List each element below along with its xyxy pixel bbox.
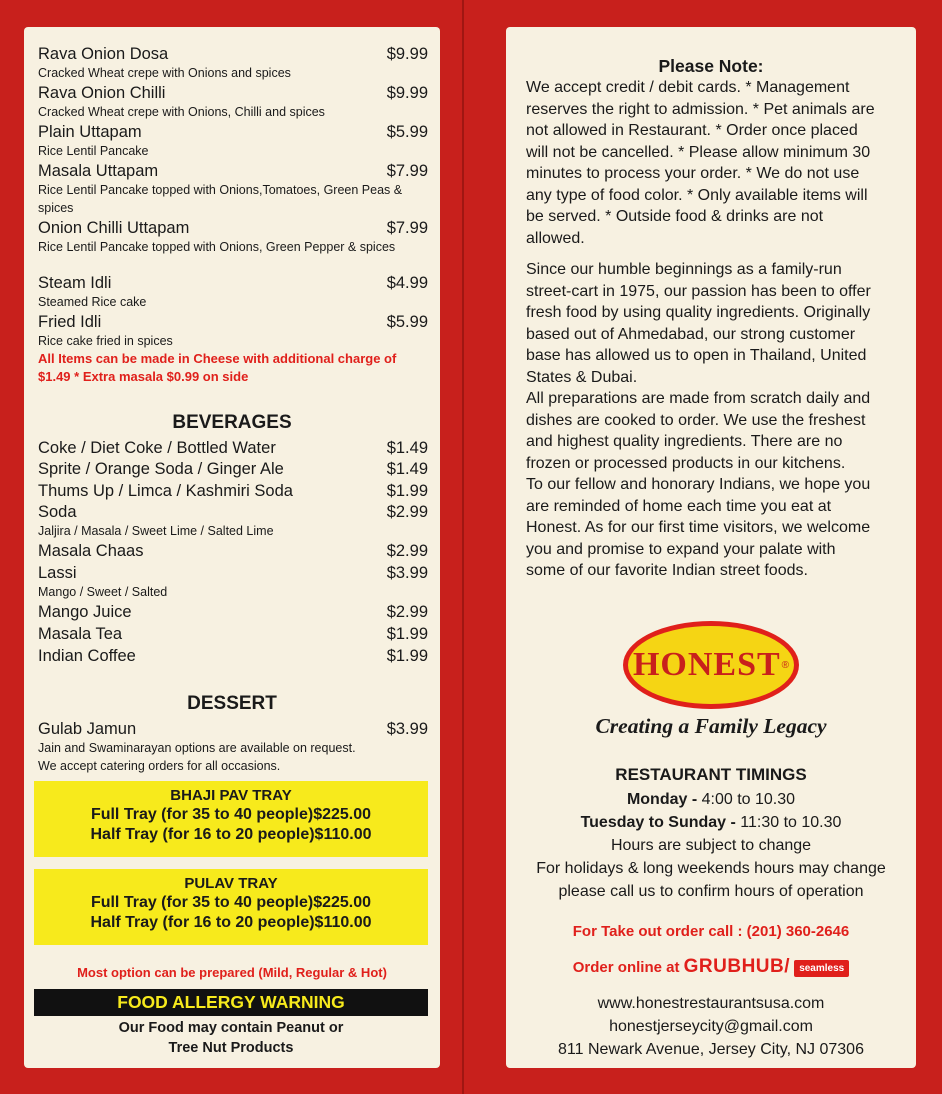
menu-item xyxy=(38,313,428,350)
day-label: Monday - xyxy=(626,791,698,808)
tray-full: Full Tray (for 35 to 40 people)$225.00 xyxy=(90,894,372,911)
text-line: any type of food color. * Only available items will xyxy=(526,186,868,204)
item-name: Masala Uttapam xyxy=(38,162,159,180)
text-line: be served. * Outside food & drinks are not xyxy=(526,208,824,225)
item-name: Steam Idli xyxy=(38,274,112,292)
menu-item xyxy=(38,84,428,121)
honest-logo xyxy=(623,621,799,709)
item-name: Sprite / Orange Soda / Ginger Ale xyxy=(38,460,284,478)
allergy-line: Our Food may contain Peanut or xyxy=(118,1020,344,1036)
item-price: $3.99 xyxy=(386,720,428,738)
item-name: Rava Onion Dosa xyxy=(38,45,169,63)
logo-text: HONEST xyxy=(632,646,781,683)
tray-half: Half Tray (for 16 to 20 people)$110.00 xyxy=(90,914,372,931)
text-line: base has allowed us to open in Thailand, United xyxy=(526,347,867,364)
holiday-note-1: For holidays & long weekends hours may change xyxy=(536,860,886,877)
item-price: $1.49 xyxy=(386,439,428,457)
cheese-note: All Items can be made in Cheese with additional charge of $1.49 * Extra masala $0.99 on side xyxy=(38,351,397,384)
info-panel-right xyxy=(506,27,916,1068)
beverage-item xyxy=(38,460,428,479)
lassi-options: Mango / Sweet / Salted xyxy=(38,585,168,599)
tray-title: PULAV TRAY xyxy=(184,875,278,892)
beverage-item xyxy=(38,564,428,583)
holiday-note-2: please call us to confirm hours of operation xyxy=(558,883,864,900)
item-price: $3.99 xyxy=(386,564,428,582)
text-line: reserves the right to admission. * Pet animals are xyxy=(526,100,875,118)
item-name: Rava Onion Chilli xyxy=(38,84,166,102)
beverage-item xyxy=(38,603,428,622)
address: 811 Newark Avenue, Jersey City, NJ 07306 xyxy=(558,1041,864,1058)
slash: / xyxy=(784,956,791,977)
item-price: $1.99 xyxy=(386,647,428,665)
text-line: minutes to process your order. * We do not use xyxy=(526,165,860,182)
item-price: $2.99 xyxy=(386,503,428,521)
text-line: Honest. As for our first time visitors, we welcome xyxy=(526,519,871,536)
bhaji-pav-tray-box xyxy=(34,781,428,857)
text-line: We accept credit / debit cards. * Management xyxy=(526,79,850,96)
text-line: street-cart in 1975, our passion has been to offer xyxy=(526,282,871,300)
text-line: not allowed in Restaurant. * Order once placed xyxy=(526,122,858,139)
menu-item xyxy=(38,219,428,256)
policy-paragraph xyxy=(526,77,902,249)
jain-note: Jain and Swaminarayan options are available on request. xyxy=(38,741,356,755)
order-online-line xyxy=(506,956,916,978)
order-online-label: Order online at xyxy=(572,959,680,976)
menu-item xyxy=(38,274,428,311)
dessert-title: DESSERT xyxy=(187,693,277,714)
beverage-item xyxy=(38,482,428,501)
item-price: $1.99 xyxy=(386,482,428,500)
item-name: Thums Up / Limca / Kashmiri Soda xyxy=(38,482,293,500)
text-line: frozen or processed products in our kitchens. xyxy=(526,454,846,472)
hours-change-note: Hours are subject to change xyxy=(610,837,812,854)
menu-panel-left xyxy=(24,27,440,1068)
tray-half: Half Tray (for 16 to 20 people)$110.00 xyxy=(90,826,372,843)
item-name: Coke / Diet Coke / Bottled Water xyxy=(38,439,276,457)
registered-mark: ® xyxy=(781,659,790,671)
menu-item xyxy=(38,123,428,160)
beverages-title: BEVERAGES xyxy=(172,412,292,433)
item-desc: Rice cake fried in spices xyxy=(38,334,173,348)
item-desc: Rice Lentil Pancake topped with Onions,Tomatoes, Green Peas & spices xyxy=(38,183,403,215)
item-price: $1.99 xyxy=(386,625,428,643)
text-line: some of our favorite Indian street foods. xyxy=(526,562,808,579)
item-name: Plain Uttapam xyxy=(38,123,142,141)
story-paragraph xyxy=(526,259,902,582)
timings-title: RESTAURANT TIMINGS xyxy=(615,765,807,784)
allergy-line: Tree Nut Products xyxy=(168,1040,294,1056)
hours: 11:30 to 10.30 xyxy=(735,814,842,831)
beverage-item xyxy=(38,625,428,644)
item-price: $7.99 xyxy=(386,219,428,237)
tuesday-sunday-hours xyxy=(506,814,916,832)
monday-hours xyxy=(506,791,916,809)
text-line: will not be cancelled. * Please allow minimum 30 xyxy=(526,143,871,161)
text-line: dishes are cooked to order. We use the freshest xyxy=(526,411,866,429)
beverage-item xyxy=(38,503,428,522)
text-line: States & Dubai. xyxy=(526,368,638,386)
menu-item xyxy=(38,162,428,217)
item-price: $2.99 xyxy=(386,542,428,560)
fold-line xyxy=(462,0,464,1094)
email-link[interactable]: honestjerseycity@gmail.com xyxy=(609,1018,813,1035)
beverage-item xyxy=(38,647,428,666)
item-price: $1.49 xyxy=(386,460,428,478)
text-line: and highest quality ingredients. There are no xyxy=(526,433,843,450)
menu-item xyxy=(38,45,428,82)
tagline: Creating a Family Legacy xyxy=(595,714,827,738)
allergy-warning-bar: FOOD ALLERGY WARNING xyxy=(34,989,428,1016)
please-note-title: Please Note: xyxy=(658,56,764,76)
item-desc: Rice Lentil Pancake topped with Onions, Green Pepper & spices xyxy=(38,240,396,254)
grubhub-logo[interactable]: GRUBHUB xyxy=(683,956,785,977)
catering-note: We accept catering orders for all occasions. xyxy=(38,759,281,773)
tray-full: Full Tray (for 35 to 40 people)$225.00 xyxy=(90,806,372,823)
tray-title: BHAJI PAV TRAY xyxy=(170,787,292,804)
dessert-item xyxy=(38,720,428,739)
text-line: Since our humble beginnings as a family-run xyxy=(526,261,842,278)
day-label: Tuesday to Sunday - xyxy=(580,814,736,831)
item-name: Mango Juice xyxy=(38,603,132,621)
hours: 4:00 to 10.30 xyxy=(697,791,796,808)
text-line: are reminded of home each time you eat at xyxy=(526,497,832,515)
item-name: Masala Chaas xyxy=(38,542,144,560)
item-price: $5.99 xyxy=(386,123,428,141)
beverage-item xyxy=(38,542,428,561)
item-price: $4.99 xyxy=(386,274,428,292)
soda-options: Jaljira / Masala / Sweet Lime / Salted Lime xyxy=(38,524,274,538)
text-line: All preparations are made from scratch daily and xyxy=(526,390,871,407)
item-name: Lassi xyxy=(38,564,77,582)
text-line: allowed. xyxy=(526,229,585,247)
text-line: based out of Ahmedabad, our strong customer xyxy=(526,325,856,343)
website-link[interactable]: www.honestrestaurantsusa.com xyxy=(597,995,825,1012)
text-line: fresh food by using quality ingredients. Originally xyxy=(526,304,871,321)
item-name: Masala Tea xyxy=(38,625,123,643)
item-desc: Rice Lentil Pancake xyxy=(38,144,149,158)
item-desc: Cracked Wheat crepe with Onions and spices xyxy=(38,66,291,80)
item-price: $5.99 xyxy=(386,313,428,331)
text-line: you and promise to expand your palate with xyxy=(526,540,836,558)
item-name: Fried Idli xyxy=(38,313,102,331)
text-line: To our fellow and honorary Indians, we hope you xyxy=(526,476,871,493)
takeout-phone[interactable]: For Take out order call : (201) 360-2646 xyxy=(572,923,850,940)
logo-inner xyxy=(628,626,794,704)
item-name: Soda xyxy=(38,503,77,521)
item-price: $9.99 xyxy=(386,84,428,102)
item-name: Indian Coffee xyxy=(38,647,136,665)
item-name: Onion Chilli Uttapam xyxy=(38,219,190,237)
pulav-tray-box xyxy=(34,869,428,945)
item-price: $2.99 xyxy=(386,603,428,621)
spice-options-note: Most option can be prepared (Mild, Regular & Hot) xyxy=(77,965,387,980)
beverage-item xyxy=(38,439,428,458)
allergy-text xyxy=(34,1018,428,1058)
seamless-logo[interactable]: seamless xyxy=(794,960,849,977)
item-name: Gulab Jamun xyxy=(38,720,137,738)
item-desc: Steamed Rice cake xyxy=(38,295,147,309)
item-price: $7.99 xyxy=(386,162,428,180)
item-desc: Cracked Wheat crepe with Onions, Chilli and spices xyxy=(38,105,325,119)
item-price: $9.99 xyxy=(386,45,428,63)
